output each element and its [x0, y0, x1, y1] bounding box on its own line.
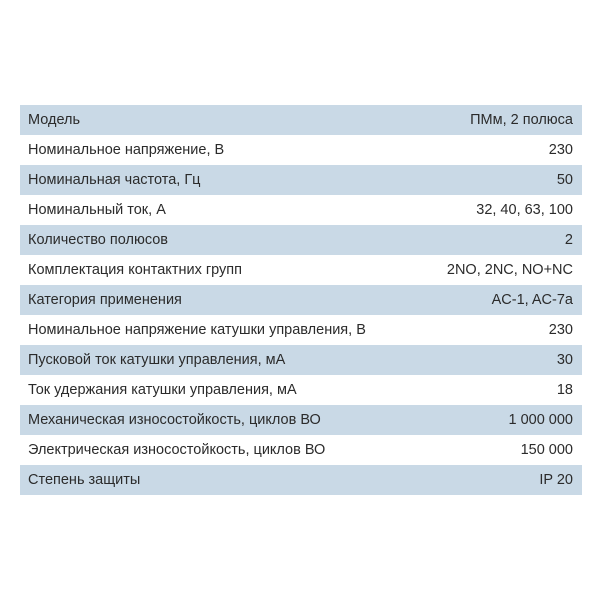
- spec-row-protection-degree: [20, 465, 582, 495]
- spec-param: Модель: [28, 112, 81, 128]
- spec-row-coil-holding-current: [20, 375, 582, 405]
- spec-row-coil-inrush-current: [20, 345, 582, 375]
- spec-row-rated-voltage: [20, 135, 582, 165]
- spec-param: Количество полюсов: [28, 232, 169, 248]
- spec-value: 30: [556, 352, 573, 368]
- spec-value: ПМм, 2 полюса: [470, 112, 573, 128]
- spec-row-coil-voltage: [20, 315, 582, 345]
- spec-value: 150 000: [520, 442, 573, 458]
- spec-row-rated-frequency: [20, 165, 582, 195]
- spec-param: Номинальный ток, А: [28, 202, 166, 218]
- spec-param: Номинальное напряжение катушки управления, В: [28, 322, 366, 338]
- spec-param: Номинальная частота, Гц: [28, 172, 201, 188]
- spec-value: IP 20: [539, 472, 573, 488]
- spec-param: Номинальное напряжение, В: [28, 142, 225, 158]
- spec-value: AC-1, AC-7a: [491, 292, 573, 308]
- spec-value: 230: [548, 322, 573, 338]
- spec-param: Электрическая износостойкость, циклов ВО: [28, 442, 326, 458]
- spec-value: 2: [564, 232, 573, 248]
- spec-param: Механическая износостойкость, циклов ВО: [28, 412, 321, 428]
- spec-row-mechanical-endurance: [20, 405, 582, 435]
- spec-param: Пусковой ток катушки управления, мА: [28, 352, 286, 368]
- spec-row-utilization-category: [20, 285, 582, 315]
- spec-value: 1 000 000: [508, 412, 573, 428]
- spec-value: 32, 40, 63, 100: [476, 202, 573, 218]
- spec-row-rated-current: [20, 195, 582, 225]
- spec-value: 50: [556, 172, 573, 188]
- spec-param: Степень защиты: [28, 472, 141, 488]
- spec-value: 230: [548, 142, 573, 158]
- spec-value: 18: [556, 382, 573, 398]
- spec-param: Ток удержания катушки управления, мА: [28, 382, 297, 398]
- spec-row-poles-count: [20, 225, 582, 255]
- spec-value: 2NO, 2NC, NO+NC: [446, 262, 573, 278]
- spec-param: Комплектация контактних групп: [28, 262, 242, 278]
- specifications-table: [20, 105, 582, 495]
- spec-row-electrical-endurance: [20, 435, 582, 465]
- spec-row-model: [20, 105, 582, 135]
- spec-param: Категория применения: [28, 292, 182, 308]
- spec-row-contact-groups: [20, 255, 582, 285]
